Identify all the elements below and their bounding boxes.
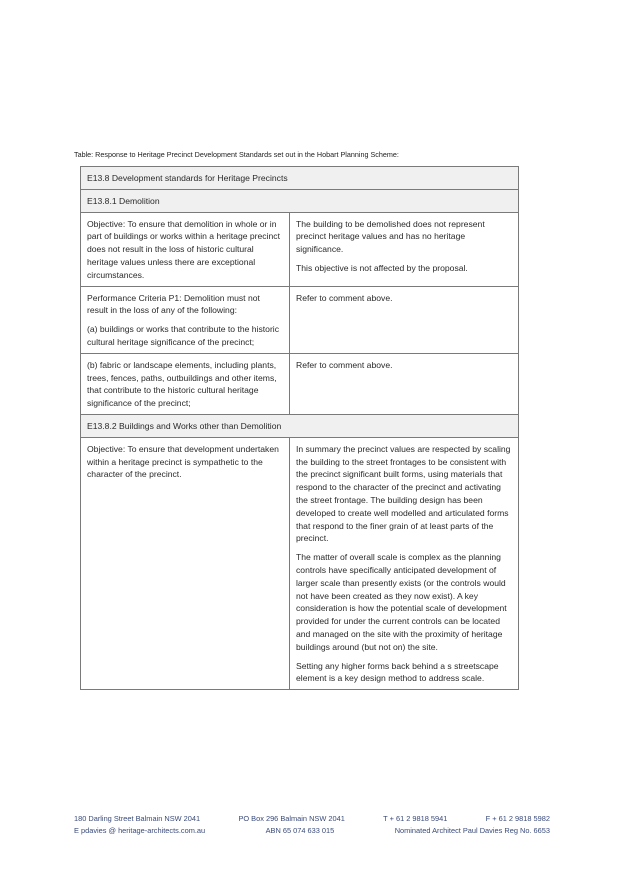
criteria-text: (b) fabric or landscape elements, including plants, trees, fences, paths, outbuildings and other items, that contribute to the historic cultural heritage significance of the precinct; <box>87 359 277 409</box>
table-row <box>81 437 519 689</box>
table-caption: Table: Response to Heritage Precinct Development Standards set out in the Hobart Planning Scheme: <box>74 150 399 159</box>
footer-row <box>74 825 550 837</box>
response-text: Refer to comment above. <box>296 359 393 370</box>
criteria-cell <box>81 437 290 689</box>
table-row <box>81 167 519 190</box>
response-cell <box>290 286 519 353</box>
response-text: The matter of overall scale is complex as the planning controls have specifically anticipated development of larger scale than presently exists (or the controls would not have been created as they now exist). A key consideration is how the potential scale of development provided for under the current controls can be located and managed on the site with the proximity of heritage buildings around (but not on) the site. <box>296 552 507 652</box>
response-cell <box>290 353 519 414</box>
table-row <box>81 212 519 286</box>
section-demolition: E13.8.1 Demolition <box>81 189 519 212</box>
criteria-cell <box>81 286 290 353</box>
footer-email[interactable]: E pdavies @ heritage-architects.com.au <box>74 826 206 835</box>
criteria-text: Objective: To ensure that development undertaken within a heritage precinct is sympathetic to the character of the precinct. <box>87 443 279 480</box>
criteria-cell <box>81 212 290 286</box>
footer-row <box>74 813 550 825</box>
footer-fax: F + 61 2 9818 5982 <box>485 814 550 823</box>
heritage-standards-table <box>80 166 519 690</box>
criteria-text: Performance Criteria P1: Demolition must not result in the loss of any of the following: <box>87 292 260 316</box>
table-row <box>81 189 519 212</box>
table-row <box>81 414 519 437</box>
criteria-text: Objective: To ensure that demolition in whole or in part of buildings or works within a heritage precinct does not result in the loss of historic cultural heritage values unless there are exceptional circumstances. <box>87 218 280 280</box>
response-text: Setting any higher forms back behind a s streetscape element is a key design method to address scale. <box>296 660 499 684</box>
response-text: In summary the precinct values are respected by scaling the building to the street frontages to be consistent with the precinct significant built forms, using materials that respond to the character of the precinct and activating the street frontage. The building design has been developed to create well modelled and articulated forms that respond to the finer grain of at least parts of the precinct. <box>296 443 511 544</box>
footer-pobox: PO Box 296 Balmain NSW 2041 <box>238 814 345 823</box>
table-row <box>81 353 519 414</box>
response-text: Refer to comment above. <box>296 292 393 303</box>
footer-architect: Nominated Architect Paul Davies Reg No. 6653 <box>394 826 550 835</box>
criteria-cell <box>81 353 290 414</box>
criteria-text: (a) buildings or works that contribute to the historic cultural heritage significance of the precinct; <box>87 324 280 347</box>
response-text: The building to be demolished does not represent precinct heritage values and has no heritage significance. <box>296 218 485 255</box>
page-footer <box>74 813 550 837</box>
footer-abn: ABN 65 074 633 015 <box>265 826 335 835</box>
footer-phone: T + 61 2 9818 5941 <box>383 814 448 823</box>
response-cell <box>290 437 519 689</box>
table-row <box>81 286 519 353</box>
response-text: This objective is not affected by the proposal. <box>296 262 468 273</box>
response-cell <box>290 212 519 286</box>
table-heading: E13.8 Development standards for Heritage Precincts <box>81 167 519 190</box>
section-buildings-works: E13.8.2 Buildings and Works other than Demolition <box>81 414 519 437</box>
footer-address: 180 Darling Street Balmain NSW 2041 <box>74 814 201 823</box>
